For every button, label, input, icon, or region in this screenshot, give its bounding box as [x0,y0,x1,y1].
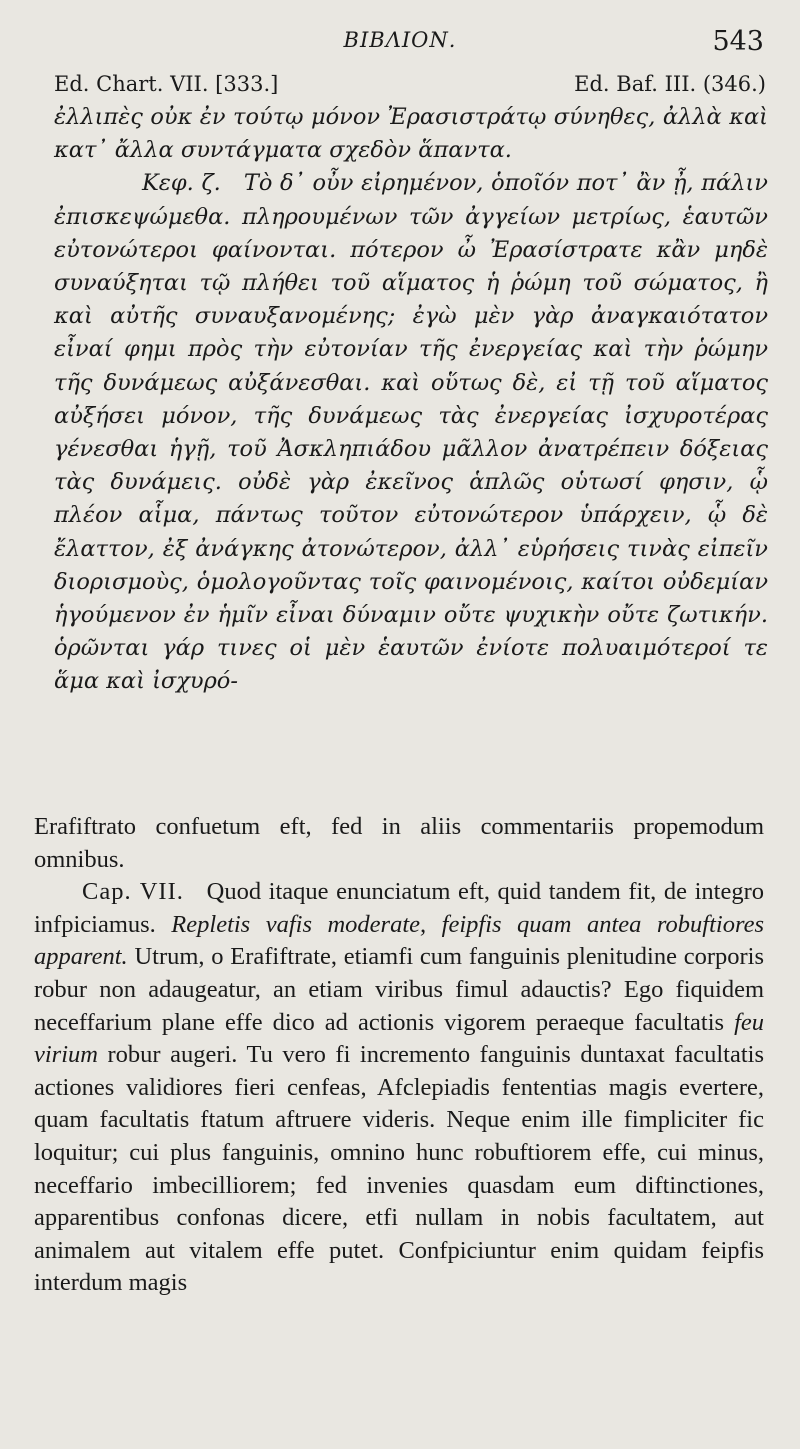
greek-paragraph-2-text: Τὸ δ᾽ οὖν εἰρημένον, ὁποῖόν ποτ᾽ ἂν ᾖ, πάλιν ἐπισκεψώμεθα. πληρουμένων τῶν ἀγγείων μετρίως, ἑαυτῶν εὐτονώτεροι φαίνονται. πότερον ὦ Ἐρασίστρατε κἂν μηδὲ συναύξηται τῷ πλήθει τοῦ αἵματος ἡ ῥώμη τοῦ σώματος, ἢ καὶ αὐτῆς συναυξανομένης; ἐγὼ μὲν γὰρ ἀναγκαιότατον εἶναί φημι πρὸς τὴν εὐτονίαν τῆς ἐνεργείας καὶ τὴν ῥώμην τῆς δυνάμεως αὐξάνεσθαι. καὶ οὕτως δὲ, εἰ τῇ τοῦ αἵματος αὐξήσει μόνον, τῆς δυνάμεως τὰς ἐνεργείας ἰσχυροτέρας γένεσθαι ἡγῇ, τοῦ Ἀσκληπιάδου μᾶλλον ἀνατρέπειν δόξειας τὰς δυνάμεις. οὐδὲ γὰρ ἐκεῖνος ἁπλῶς οὑτωσί φησιν, ᾧ πλέον αἷμα, πάντως τοῦτον εὐτονώτερον ὑπάρχειν, ᾧ δὲ ἔλαττον, ἐξ ἀνάγκης ἀτονώτερον, ἀλλ᾽ εὑρήσεις τινὰς εἰπεῖν διορισμοὺς, ὁμολογοῦντας τοῖς φαινομένοις, καίτοι οὐδεμίαν ἡγούμενον ἐν ἡμῖν εἶναι δύναμιν οὔτε ψυχικὴν οὔτε ζωτικήν. ὁρῶνται γάρ τινες οἱ μὲν ἑαυτῶν ἐνίοτε πολυαιμότεροί τε ἅμα καὶ ἰσχυρό- [54,170,768,695]
edition-chartier-reference: Ed. Chart. VII. [333.] [54,72,279,96]
running-head-title: ΒΙΒΛΙΟΝ. [343,28,457,52]
latin-paragraph-1: Erafiftrato confuetum eft, fed in aliis commentariis propemodum omnibus. [34,813,764,873]
latin-paragraph-2 [34,876,764,1300]
edition-basel-reference: Ed. Baf. III. (346.) [574,72,766,96]
greek-paragraph-1: ἐλλιπὲς οὐκ ἐν τούτῳ μόνον Ἐρασιστράτῳ σύνηθες, ἀλλὰ καὶ κατ᾽ ἄλλα συντάγματα σχεδὸν ἅπαντα. [54,104,768,164]
latin-chapter-label: Cap. VII. [82,878,184,906]
latin-italic-quote: Repletis vafis moderate, feipfis quam antea robuftiores apparent. [34,910,764,971]
latin-paragraph-2-text-b: Utrum, o Erafiftrate, etiamfi cum fanguinis plenitudine corporis robur non adaugeatur, an etiam viribus fimul adauctis? Ego fiquidem neceffarium plane effe dico ad actionis vigorem peraeque facultatis [34,943,764,1036]
latin-text-block [34,811,764,1300]
latin-italic-gloss: feu virium [34,1008,764,1069]
greek-paragraph-2 [54,167,768,698]
greek-chapter-label: Κεφ. ζ. [142,170,221,197]
latin-paragraph-2-text-c: robur augeri. Tu vero fi incremento fanguinis duntaxat facultatis actiones validiores fieri cenfeas, Afclepiadis fententias magis evertere, quam facultatis ftatum aftruere videris. Neque enim ille fimpliciter fic loquitur; cui plus fanguinis, omnino hunc robuftiorem effe, cui minus, neceffario imbecilliorem; fed invenies quasdam eum diftinctiones, apparentibus confonas dicere, etfi nullam in nobis facultatem, aut animalem aut vitalem effe putet. Confpiciuntur enim quidam feipfis interdum magis [34,1041,765,1297]
page-number: 543 [712,26,764,57]
latin-paragraph-2-text-a: Quod itaque enunciatum eft, quid tandem fit, de integro infpiciamus. [34,878,764,938]
greek-text-block [54,101,768,699]
